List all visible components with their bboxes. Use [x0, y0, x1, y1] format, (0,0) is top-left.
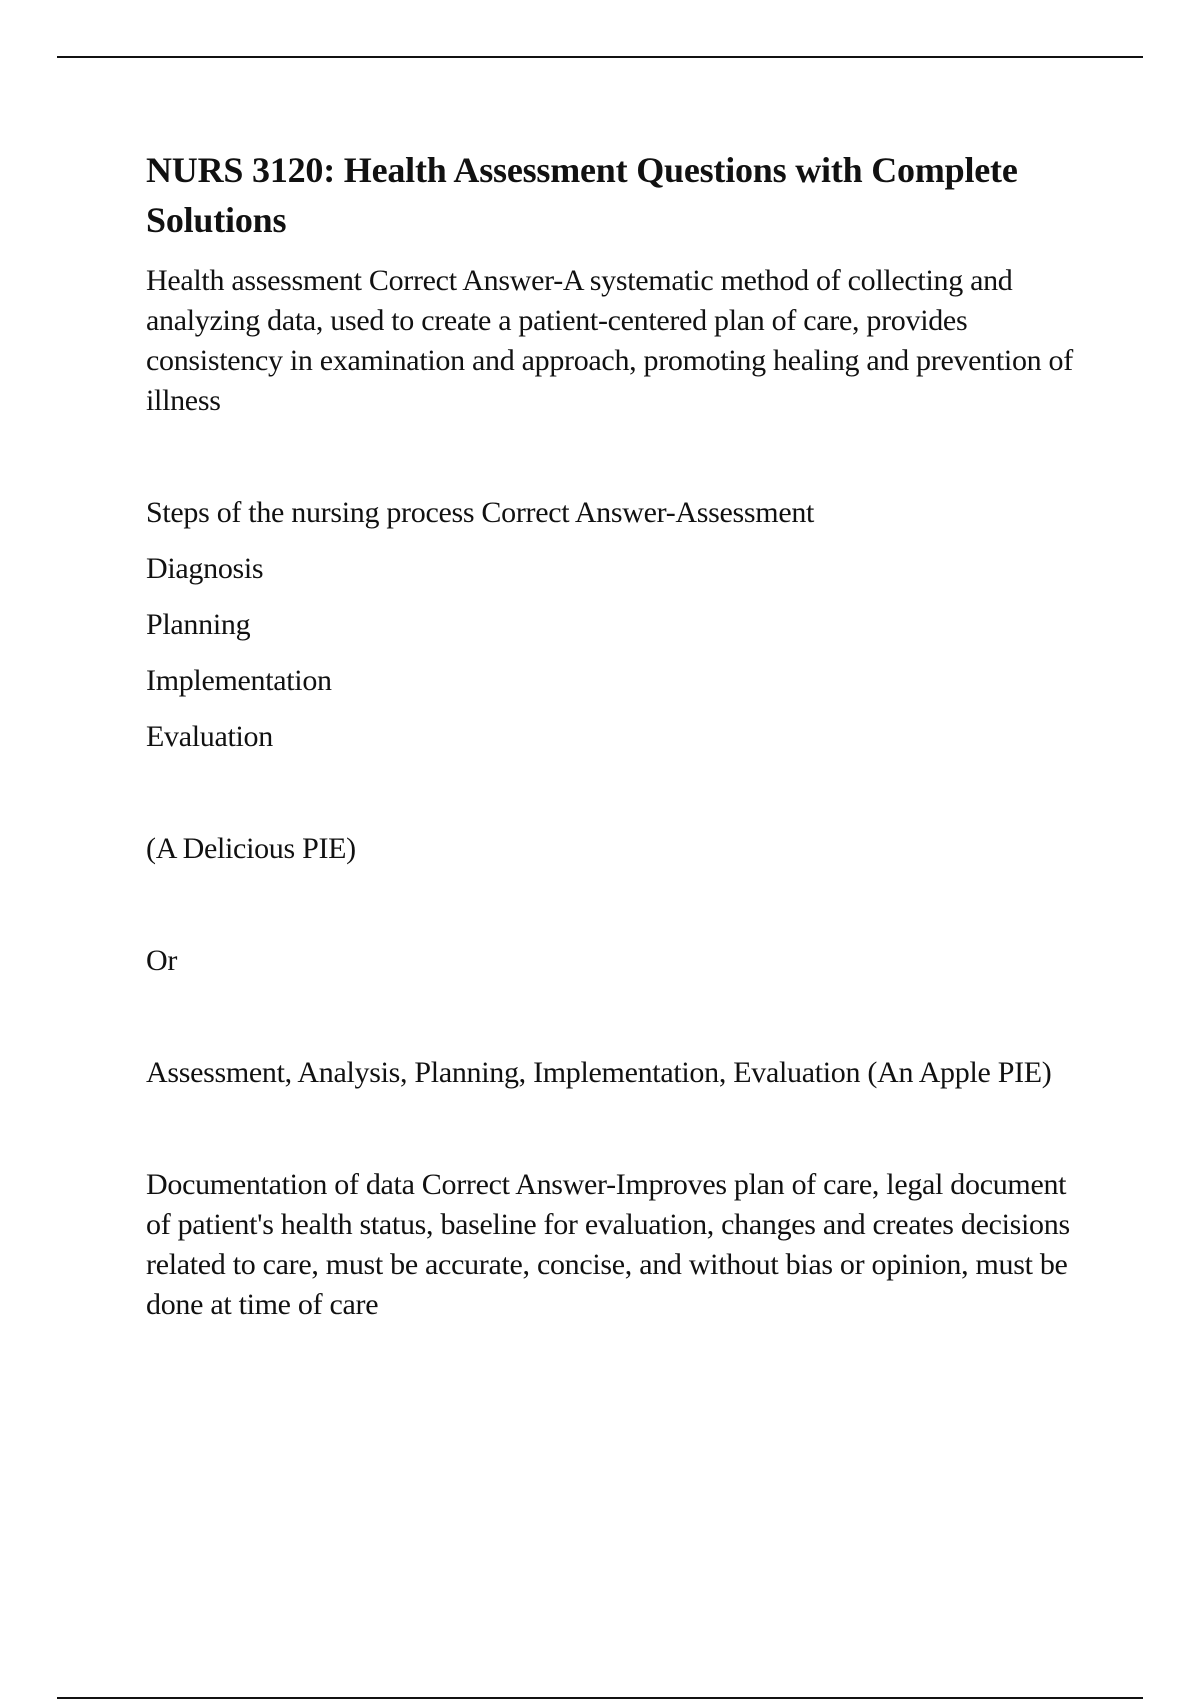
step-implementation: Implementation	[146, 664, 332, 697]
step-diagnosis: Diagnosis	[146, 552, 264, 585]
top-rule	[57, 56, 1143, 58]
spacer	[146, 1093, 1086, 1165]
step-evaluation: Evaluation	[146, 720, 273, 753]
mnemonic-delicious-pie: (A Delicious PIE)	[146, 832, 356, 865]
document-title: NURS 3120: Health Assessment Questions with Complete Solutions	[146, 150, 1018, 240]
health-assessment-paragraph: Health assessment Correct Answer-A systematic method of collecting and analyzing data, used to create a patient-centered plan of care, provides consistency in examination and approach, promoting healing and prevention of illness	[146, 264, 1073, 417]
bottom-rule	[57, 1697, 1143, 1699]
alternative-steps-paragraph: Assessment, Analysis, Planning, Implementation, Evaluation (An Apple PIE)	[146, 1056, 1052, 1089]
or-text: Or	[146, 944, 178, 977]
document-body	[146, 145, 1086, 1325]
spacer	[146, 757, 1086, 829]
documentation-paragraph: Documentation of data Correct Answer-Improves plan of care, legal document of patient's health status, baseline for evaluation, changes and creates decisions related to care, must be accurate, concise, and without bias or opinion, must be done at time of care	[146, 1168, 1070, 1321]
spacer	[146, 981, 1086, 1053]
step-planning: Planning	[146, 608, 251, 641]
spacer	[146, 421, 1086, 493]
spacer	[146, 869, 1086, 941]
steps-intro: Steps of the nursing process Correct Answer-Assessment	[146, 496, 815, 529]
